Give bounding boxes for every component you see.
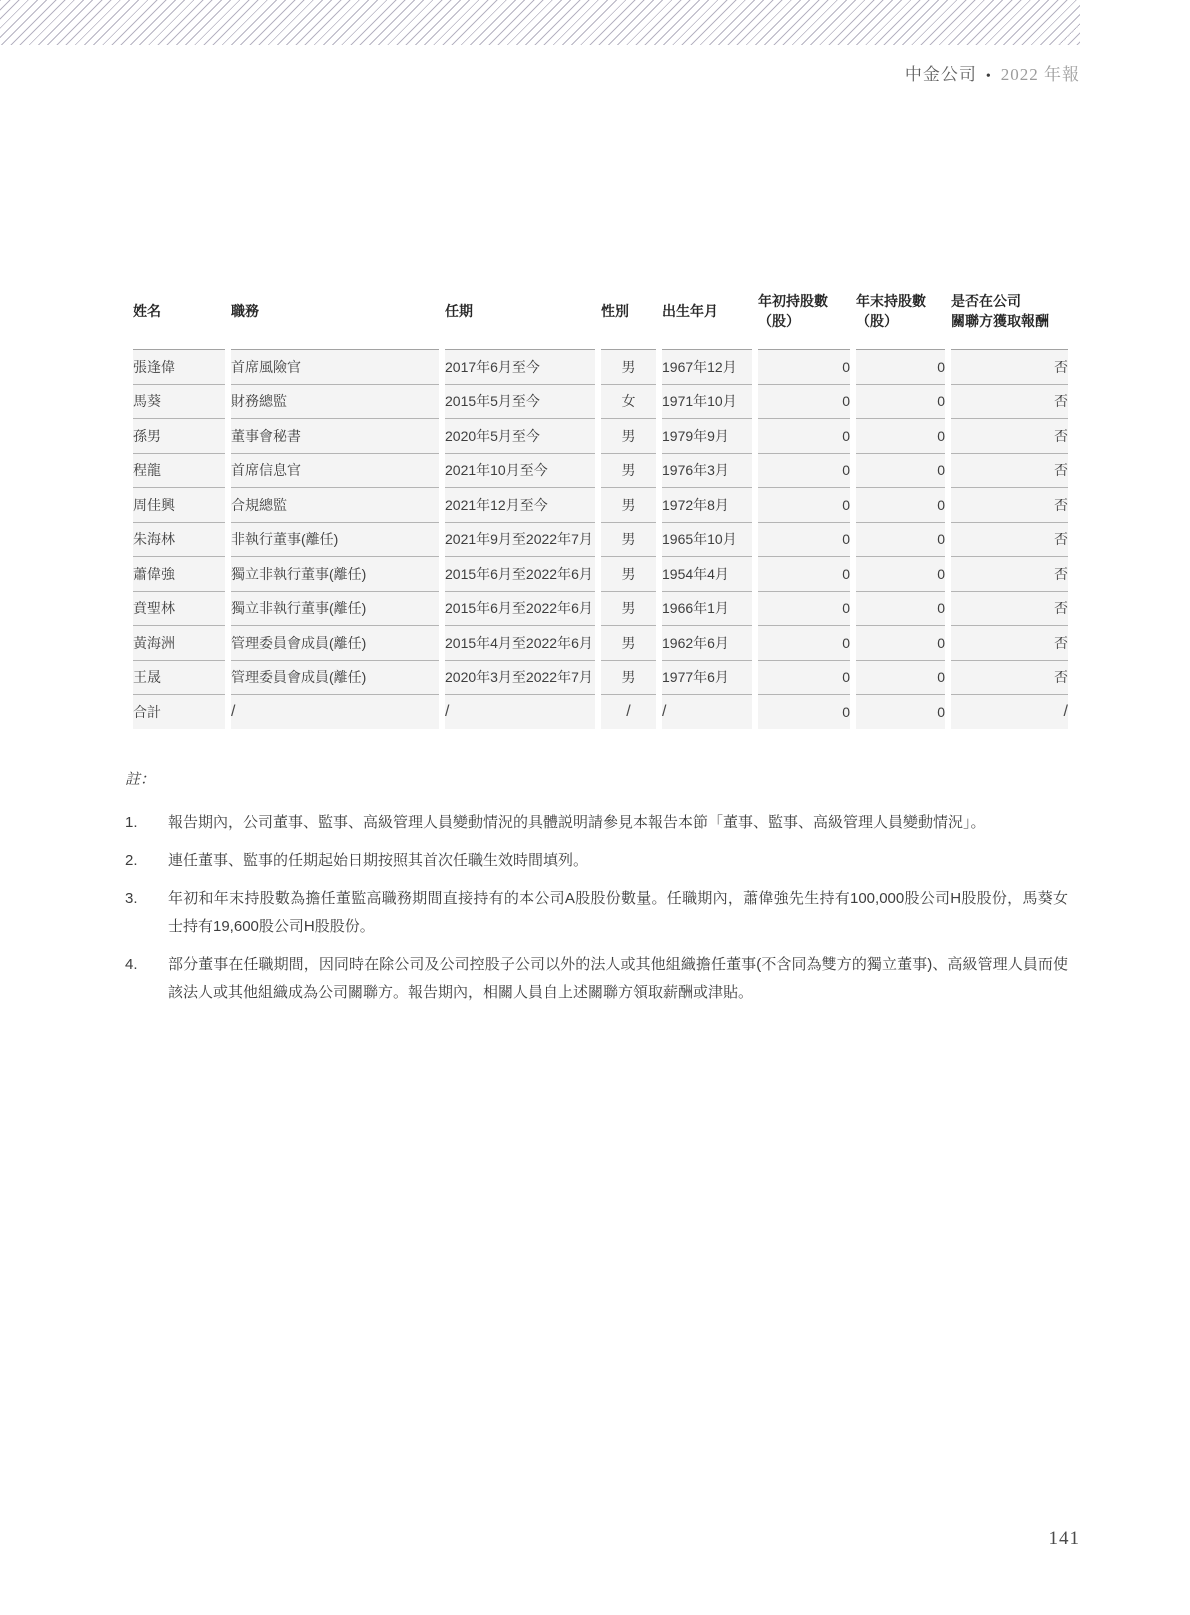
cell-name — [133, 626, 225, 661]
cell-value: 董事會秘書 — [231, 427, 301, 444]
cell-value: 財務總監 — [231, 393, 287, 410]
bullet-separator: • — [985, 69, 992, 84]
cell-value: 2015年6月至2022年6月 — [445, 600, 593, 617]
cell-position — [231, 350, 439, 385]
cell-value: 0 — [937, 427, 945, 444]
cell-gender — [601, 385, 656, 420]
note-item — [125, 885, 1068, 941]
col-header-label: 職務 — [231, 303, 259, 319]
note-number: 4. — [125, 956, 138, 973]
table-body — [133, 350, 1068, 729]
col-header-label: 出生年月 — [662, 303, 718, 319]
cell-value: 2020年3月至2022年7月 — [445, 669, 593, 686]
cell-shares-begin — [758, 592, 850, 627]
cell-value: 管理委員會成員(離任) — [231, 634, 367, 651]
cell-shares-begin — [758, 695, 850, 729]
cell-value: 0 — [937, 634, 945, 651]
cell-value: 男 — [621, 600, 636, 617]
col-header-shares-begin — [758, 278, 850, 350]
notes-section — [125, 768, 1068, 1017]
cell-value: 0 — [842, 358, 850, 375]
cell-value: 否 — [1054, 634, 1068, 651]
cell-shares-end — [856, 626, 945, 661]
cell-value: 0 — [842, 462, 850, 479]
cell-position — [231, 419, 439, 454]
cell-shares-end — [856, 419, 945, 454]
cell-shares-end — [856, 557, 945, 592]
col-header-label: 年初持股數 — [758, 293, 828, 309]
cell-birth-date — [662, 661, 752, 696]
cell-position — [231, 385, 439, 420]
cell-value: 男 — [621, 634, 636, 651]
cell-shares-begin — [758, 557, 850, 592]
cell-value: 1972年8月 — [662, 496, 729, 513]
col-header-label: 任期 — [445, 303, 473, 319]
cell-value: 否 — [1054, 462, 1068, 479]
cell-value: 0 — [842, 634, 850, 651]
cell-position — [231, 523, 439, 558]
cell-value: 合規總監 — [231, 496, 287, 513]
cell-position — [231, 695, 439, 729]
col-header-sublabel: 關聯方獲取報酬 — [951, 313, 1049, 329]
col-header-term — [445, 278, 595, 350]
note-item — [125, 847, 1068, 875]
cell-term — [445, 626, 595, 661]
cell-birth-date — [662, 488, 752, 523]
cell-value: 否 — [1054, 669, 1068, 686]
col-header-shares-end — [856, 278, 945, 350]
diagonal-hatch-banner — [0, 0, 1080, 45]
cell-value: 0 — [842, 427, 850, 444]
col-header-label: 性別 — [601, 303, 629, 319]
total-row — [133, 695, 1068, 729]
cell-related-remuneration — [951, 557, 1068, 592]
cell-related-remuneration — [951, 488, 1068, 523]
cell-value: 0 — [937, 462, 945, 479]
col-header-related-remuneration — [951, 278, 1068, 350]
cell-shares-end — [856, 661, 945, 696]
cell-value: 男 — [621, 496, 636, 513]
table-row — [133, 523, 1068, 558]
note-item — [125, 809, 1068, 837]
cell-value: 合計 — [133, 703, 161, 720]
cell-shares-end — [856, 523, 945, 558]
cell-value: 0 — [842, 703, 850, 720]
cell-position — [231, 592, 439, 627]
cell-value: 男 — [621, 531, 636, 548]
cell-term — [445, 661, 595, 696]
cell-term — [445, 385, 595, 420]
cell-value: 0 — [842, 669, 850, 686]
cell-gender — [601, 557, 656, 592]
note-item — [125, 951, 1068, 1007]
cell-gender — [601, 592, 656, 627]
cell-shares-begin — [758, 661, 850, 696]
cell-value: 0 — [937, 531, 945, 548]
cell-birth-date — [662, 626, 752, 661]
cell-position — [231, 488, 439, 523]
note-number: 3. — [125, 890, 138, 907]
cell-value: 黃海洲 — [133, 634, 175, 651]
cell-value: 1979年9月 — [662, 427, 729, 444]
cell-value: 0 — [937, 600, 945, 617]
cell-value: 獨立非執行董事(離任) — [231, 565, 367, 582]
cell-value: 賁聖林 — [133, 600, 175, 617]
cell-gender — [601, 626, 656, 661]
cell-value: / — [231, 702, 236, 720]
cell-value: 管理委員會成員(離任) — [231, 669, 367, 686]
note-text: 報告期內，公司董事、監事、高級管理人員變動情況的具體説明請參見本報告本節「董事、監事、高級管理人員變動情況」。 — [168, 814, 986, 831]
cell-value: 1965年10月 — [662, 531, 737, 548]
col-header-gender — [601, 278, 656, 350]
cell-value: 0 — [842, 565, 850, 582]
page-number: 141 — [1048, 1528, 1080, 1549]
cell-value: / — [626, 702, 631, 720]
cell-shares-begin — [758, 626, 850, 661]
cell-value: 0 — [937, 358, 945, 375]
col-header-name — [133, 278, 225, 350]
cell-value: 女 — [621, 393, 636, 410]
cell-shares-end — [856, 695, 945, 729]
cell-shares-end — [856, 488, 945, 523]
cell-value: 非執行董事(離任) — [231, 531, 339, 548]
cell-value: 2020年5月至今 — [445, 427, 540, 444]
col-header-sublabel: （股） — [856, 313, 898, 329]
cell-value: 蕭偉強 — [133, 565, 175, 582]
management-table-wrap — [127, 278, 1074, 729]
cell-shares-end — [856, 592, 945, 627]
cell-gender — [601, 695, 656, 729]
report-year: 2022 年報 — [1000, 65, 1080, 84]
cell-value: 1971年10月 — [662, 393, 737, 410]
cell-birth-date — [662, 454, 752, 489]
cell-value: 2015年6月至2022年6月 — [445, 565, 593, 582]
table-row — [133, 592, 1068, 627]
cell-value: 0 — [937, 703, 945, 720]
cell-value: 2015年4月至2022年6月 — [445, 634, 593, 651]
cell-birth-date — [662, 350, 752, 385]
cell-value: 男 — [621, 462, 636, 479]
cell-value: 0 — [842, 600, 850, 617]
cell-value: 1967年12月 — [662, 358, 737, 375]
cell-shares-begin — [758, 419, 850, 454]
cell-birth-date — [662, 592, 752, 627]
cell-value: 2021年9月至2022年7月 — [445, 531, 593, 548]
cell-shares-begin — [758, 523, 850, 558]
cell-position — [231, 661, 439, 696]
cell-gender — [601, 419, 656, 454]
cell-value: 否 — [1054, 496, 1068, 513]
table-row — [133, 350, 1068, 385]
cell-name — [133, 523, 225, 558]
note-number: 2. — [125, 852, 138, 869]
cell-name — [133, 350, 225, 385]
cell-term — [445, 419, 595, 454]
note-text: 部分董事在任職期間，因同時在除公司及公司控股子公司以外的法人或其他組織擔任董事(不含同為雙方的獨立董事)、高級管理人員而使該法人或其他組織成為公司關聯方。報告期內，相關人員自上述關聯方領取薪酬或津貼。 — [168, 956, 1068, 1001]
cell-related-remuneration — [951, 454, 1068, 489]
cell-value: 男 — [621, 427, 636, 444]
cell-value: 否 — [1054, 393, 1068, 410]
cell-value: 獨立非執行董事(離任) — [231, 600, 367, 617]
cell-value: 朱海林 — [133, 531, 175, 548]
cell-value: 0 — [937, 496, 945, 513]
note-text: 連任董事、監事的任期起始日期按照其首次任職生效時間填列。 — [168, 852, 589, 869]
cell-shares-end — [856, 350, 945, 385]
cell-value: / — [662, 702, 667, 720]
cell-position — [231, 626, 439, 661]
cell-value: 1977年6月 — [662, 669, 729, 686]
running-head — [905, 60, 1080, 85]
cell-term — [445, 695, 595, 729]
cell-name — [133, 385, 225, 420]
note-number: 1. — [125, 814, 138, 831]
cell-gender — [601, 350, 656, 385]
cell-related-remuneration — [951, 661, 1068, 696]
cell-gender — [601, 661, 656, 696]
cell-value: 2017年6月至今 — [445, 358, 540, 375]
cell-value: 否 — [1054, 531, 1068, 548]
cell-related-remuneration — [951, 626, 1068, 661]
table-row — [133, 419, 1068, 454]
cell-value: 男 — [621, 565, 636, 582]
cell-value: 孫男 — [133, 427, 161, 444]
cell-value: 0 — [842, 496, 850, 513]
cell-shares-begin — [758, 385, 850, 420]
cell-gender — [601, 488, 656, 523]
table-row — [133, 557, 1068, 592]
cell-shares-begin — [758, 488, 850, 523]
cell-value: 周佳興 — [133, 496, 175, 513]
cell-name — [133, 419, 225, 454]
note-text: 年初和年末持股數為擔任董監高職務期間直接持有的本公司A股股份數量。任職期內，蕭偉強先生持有100,000股公司H股股份，馬葵女士持有19,600股公司H股股份。 — [168, 890, 1068, 935]
table-row — [133, 661, 1068, 696]
cell-gender — [601, 454, 656, 489]
cell-name — [133, 661, 225, 696]
cell-value: 0 — [937, 669, 945, 686]
company-name: 中金公司 — [904, 65, 977, 84]
cell-name — [133, 592, 225, 627]
cell-value: 1954年4月 — [662, 565, 729, 582]
cell-value: 否 — [1054, 600, 1068, 617]
cell-value: 首席信息官 — [231, 462, 301, 479]
cell-value: 2021年12月至今 — [445, 496, 548, 513]
cell-name — [133, 488, 225, 523]
cell-value: 否 — [1054, 427, 1068, 444]
cell-value: 王晟 — [133, 669, 161, 686]
col-header-label: 是否在公司 — [951, 293, 1021, 309]
cell-value: 2021年10月至今 — [445, 462, 548, 479]
management-table — [127, 278, 1074, 729]
cell-position — [231, 557, 439, 592]
cell-name — [133, 695, 225, 729]
cell-related-remuneration — [951, 695, 1068, 729]
cell-shares-end — [856, 385, 945, 420]
cell-name — [133, 454, 225, 489]
cell-value: 1962年6月 — [662, 634, 729, 651]
cell-gender — [601, 523, 656, 558]
notes-heading: 註： — [125, 772, 156, 788]
cell-term — [445, 488, 595, 523]
cell-value: 0 — [937, 393, 945, 410]
cell-value: 男 — [621, 358, 636, 375]
table-row — [133, 454, 1068, 489]
table-header-row — [133, 278, 1068, 350]
col-header-label: 年末持股數 — [856, 293, 926, 309]
cell-related-remuneration — [951, 385, 1068, 420]
cell-value: 馬葵 — [133, 393, 161, 410]
cell-value: 0 — [842, 531, 850, 548]
cell-shares-begin — [758, 350, 850, 385]
cell-term — [445, 350, 595, 385]
cell-related-remuneration — [951, 350, 1068, 385]
cell-value: 男 — [621, 669, 636, 686]
cell-value: 2015年5月至今 — [445, 393, 540, 410]
cell-value: 0 — [937, 565, 945, 582]
cell-birth-date — [662, 419, 752, 454]
cell-value: 否 — [1054, 358, 1068, 375]
col-header-sublabel: （股） — [758, 313, 800, 329]
cell-birth-date — [662, 695, 752, 729]
col-header-birth-date — [662, 278, 752, 350]
cell-name — [133, 557, 225, 592]
cell-birth-date — [662, 523, 752, 558]
cell-value: 0 — [842, 393, 850, 410]
cell-related-remuneration — [951, 523, 1068, 558]
cell-value: / — [445, 702, 450, 720]
cell-term — [445, 557, 595, 592]
cell-birth-date — [662, 385, 752, 420]
cell-shares-end — [856, 454, 945, 489]
cell-shares-begin — [758, 454, 850, 489]
cell-birth-date — [662, 557, 752, 592]
cell-term — [445, 523, 595, 558]
cell-position — [231, 454, 439, 489]
cell-value: 1966年1月 — [662, 600, 729, 617]
cell-term — [445, 592, 595, 627]
table-row — [133, 626, 1068, 661]
cell-value: 程龍 — [133, 462, 161, 479]
cell-value: 首席風險官 — [231, 358, 301, 375]
table-row — [133, 385, 1068, 420]
cell-related-remuneration — [951, 592, 1068, 627]
table-row — [133, 488, 1068, 523]
cell-value: 張逢偉 — [133, 358, 175, 375]
cell-value: / — [1063, 702, 1068, 720]
cell-term — [445, 454, 595, 489]
cell-related-remuneration — [951, 419, 1068, 454]
cell-value: 否 — [1054, 565, 1068, 582]
cell-value: 1976年3月 — [662, 462, 729, 479]
col-header-position — [231, 278, 439, 350]
col-header-label: 姓名 — [133, 303, 161, 319]
